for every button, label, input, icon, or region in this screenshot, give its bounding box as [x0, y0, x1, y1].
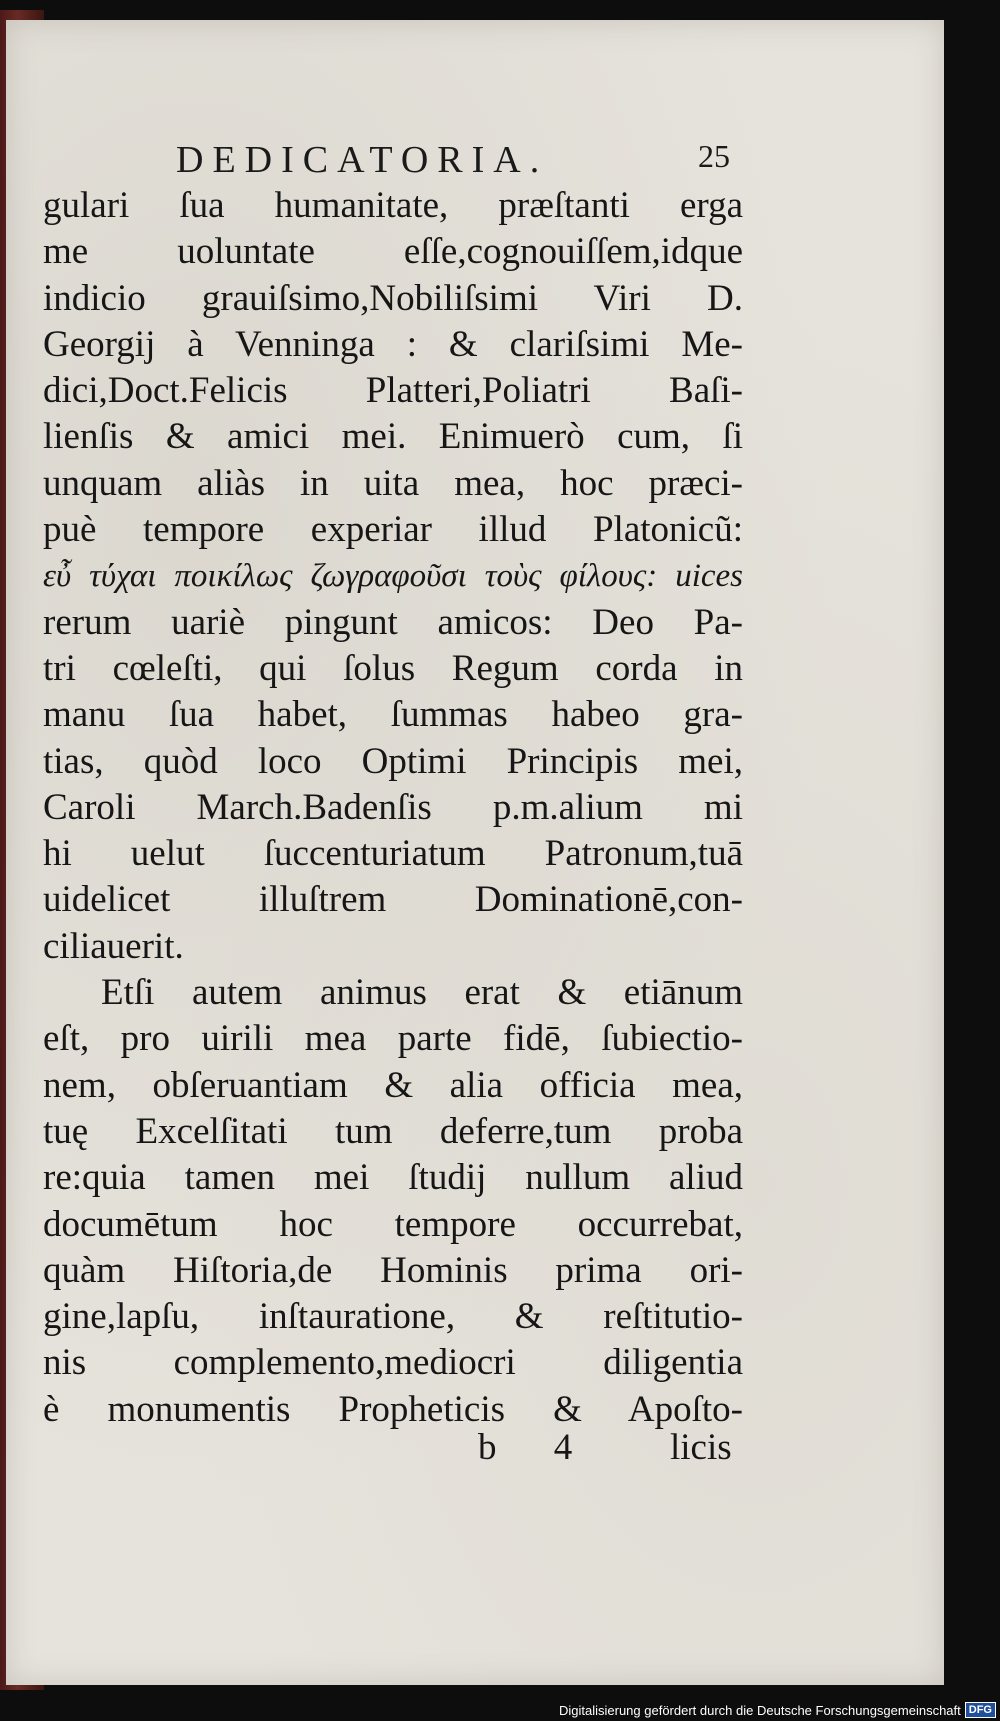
- text-line: tri cœleſti, qui ſolus Regum corda in: [43, 647, 743, 689]
- text-line: tuę Excelſitati tum deferre,tum proba: [43, 1110, 743, 1152]
- page-header: [6, 138, 944, 181]
- text-line: manu ſua habet, ſummas habeo gra-: [43, 694, 743, 736]
- text-line: indicio grauiſsimo,Nobiliſsimi Viri D.: [43, 277, 743, 319]
- text-line: Caroli March.Badenſis p.m.alium mi: [43, 786, 743, 828]
- text-line: rerum uariè pingunt amicos: Deo Pa-: [43, 601, 743, 643]
- text-line: puè tempore experiar illud Platonicũ:: [43, 509, 743, 551]
- text-line: dici,Doct.Felicis Platteri,Poliatri Baſi-: [43, 370, 743, 412]
- catchword: licis: [670, 1427, 732, 1468]
- greek-quote-line: εὖ τύχαι ποικίλως ζωγραφοῦσι τοὺς φίλους: uices: [43, 558, 743, 595]
- text-line: lienſis & amici mei. Enimuerò cum, ſi: [43, 416, 743, 458]
- credit-text: Digitalisierung gefördert durch die Deutsche Forschungsgemeinschaft: [558, 1702, 961, 1718]
- text-line: tias, quòd loco Optimi Principis mei,: [43, 740, 743, 782]
- text-line: re:quia tamen mei ſtudij nullum aliud: [43, 1157, 743, 1199]
- body-text: [43, 183, 743, 1433]
- text-line: gulari ſua humanitate, præſtanti erga: [43, 185, 743, 226]
- book-page: [6, 20, 944, 1685]
- text-line: Georgij à Venninga : & clariſsimi Me-: [43, 323, 743, 365]
- running-head: DEDICATORIA.: [176, 139, 549, 181]
- text-line: gine,lapſu, inſtauratione, & reſtitutio-: [43, 1296, 743, 1338]
- text-line: me uoluntate eſſe,cognouiſſem,idque: [43, 231, 743, 273]
- text-line: uidelicet illuſtrem Dominationē,con-: [43, 879, 743, 921]
- text-line: nis complemento,mediocri diligentia: [43, 1342, 743, 1384]
- text-line: documētum hoc tempore occurrebat,: [43, 1203, 743, 1245]
- text-line: quàm Hiſtoria,de Hominis prima ori-: [43, 1249, 743, 1291]
- page-footer: [6, 1426, 944, 1476]
- text-line: è monumentis Propheticis & Apoſto-: [43, 1388, 743, 1430]
- text-line: eſt, pro uirili mea parte fidē, ſubiectio-: [43, 1018, 743, 1060]
- signature-mark: b 4: [478, 1427, 597, 1468]
- dfg-logo-icon: DFG: [965, 1702, 996, 1718]
- text-line: ciliauerit.: [43, 925, 184, 967]
- text-line: hi uelut ſuccenturiatum Patronum,tuā: [43, 833, 743, 875]
- paragraph-start-line: Etſi autem animus erat & etiānum: [101, 972, 743, 1014]
- digitization-credit: [559, 1699, 1000, 1721]
- text-line: nem, obſeruantiam & alia officia mea,: [43, 1064, 743, 1106]
- text-line: unquam aliàs in uita mea, hoc præci-: [43, 462, 743, 504]
- page-number: 25: [698, 138, 730, 174]
